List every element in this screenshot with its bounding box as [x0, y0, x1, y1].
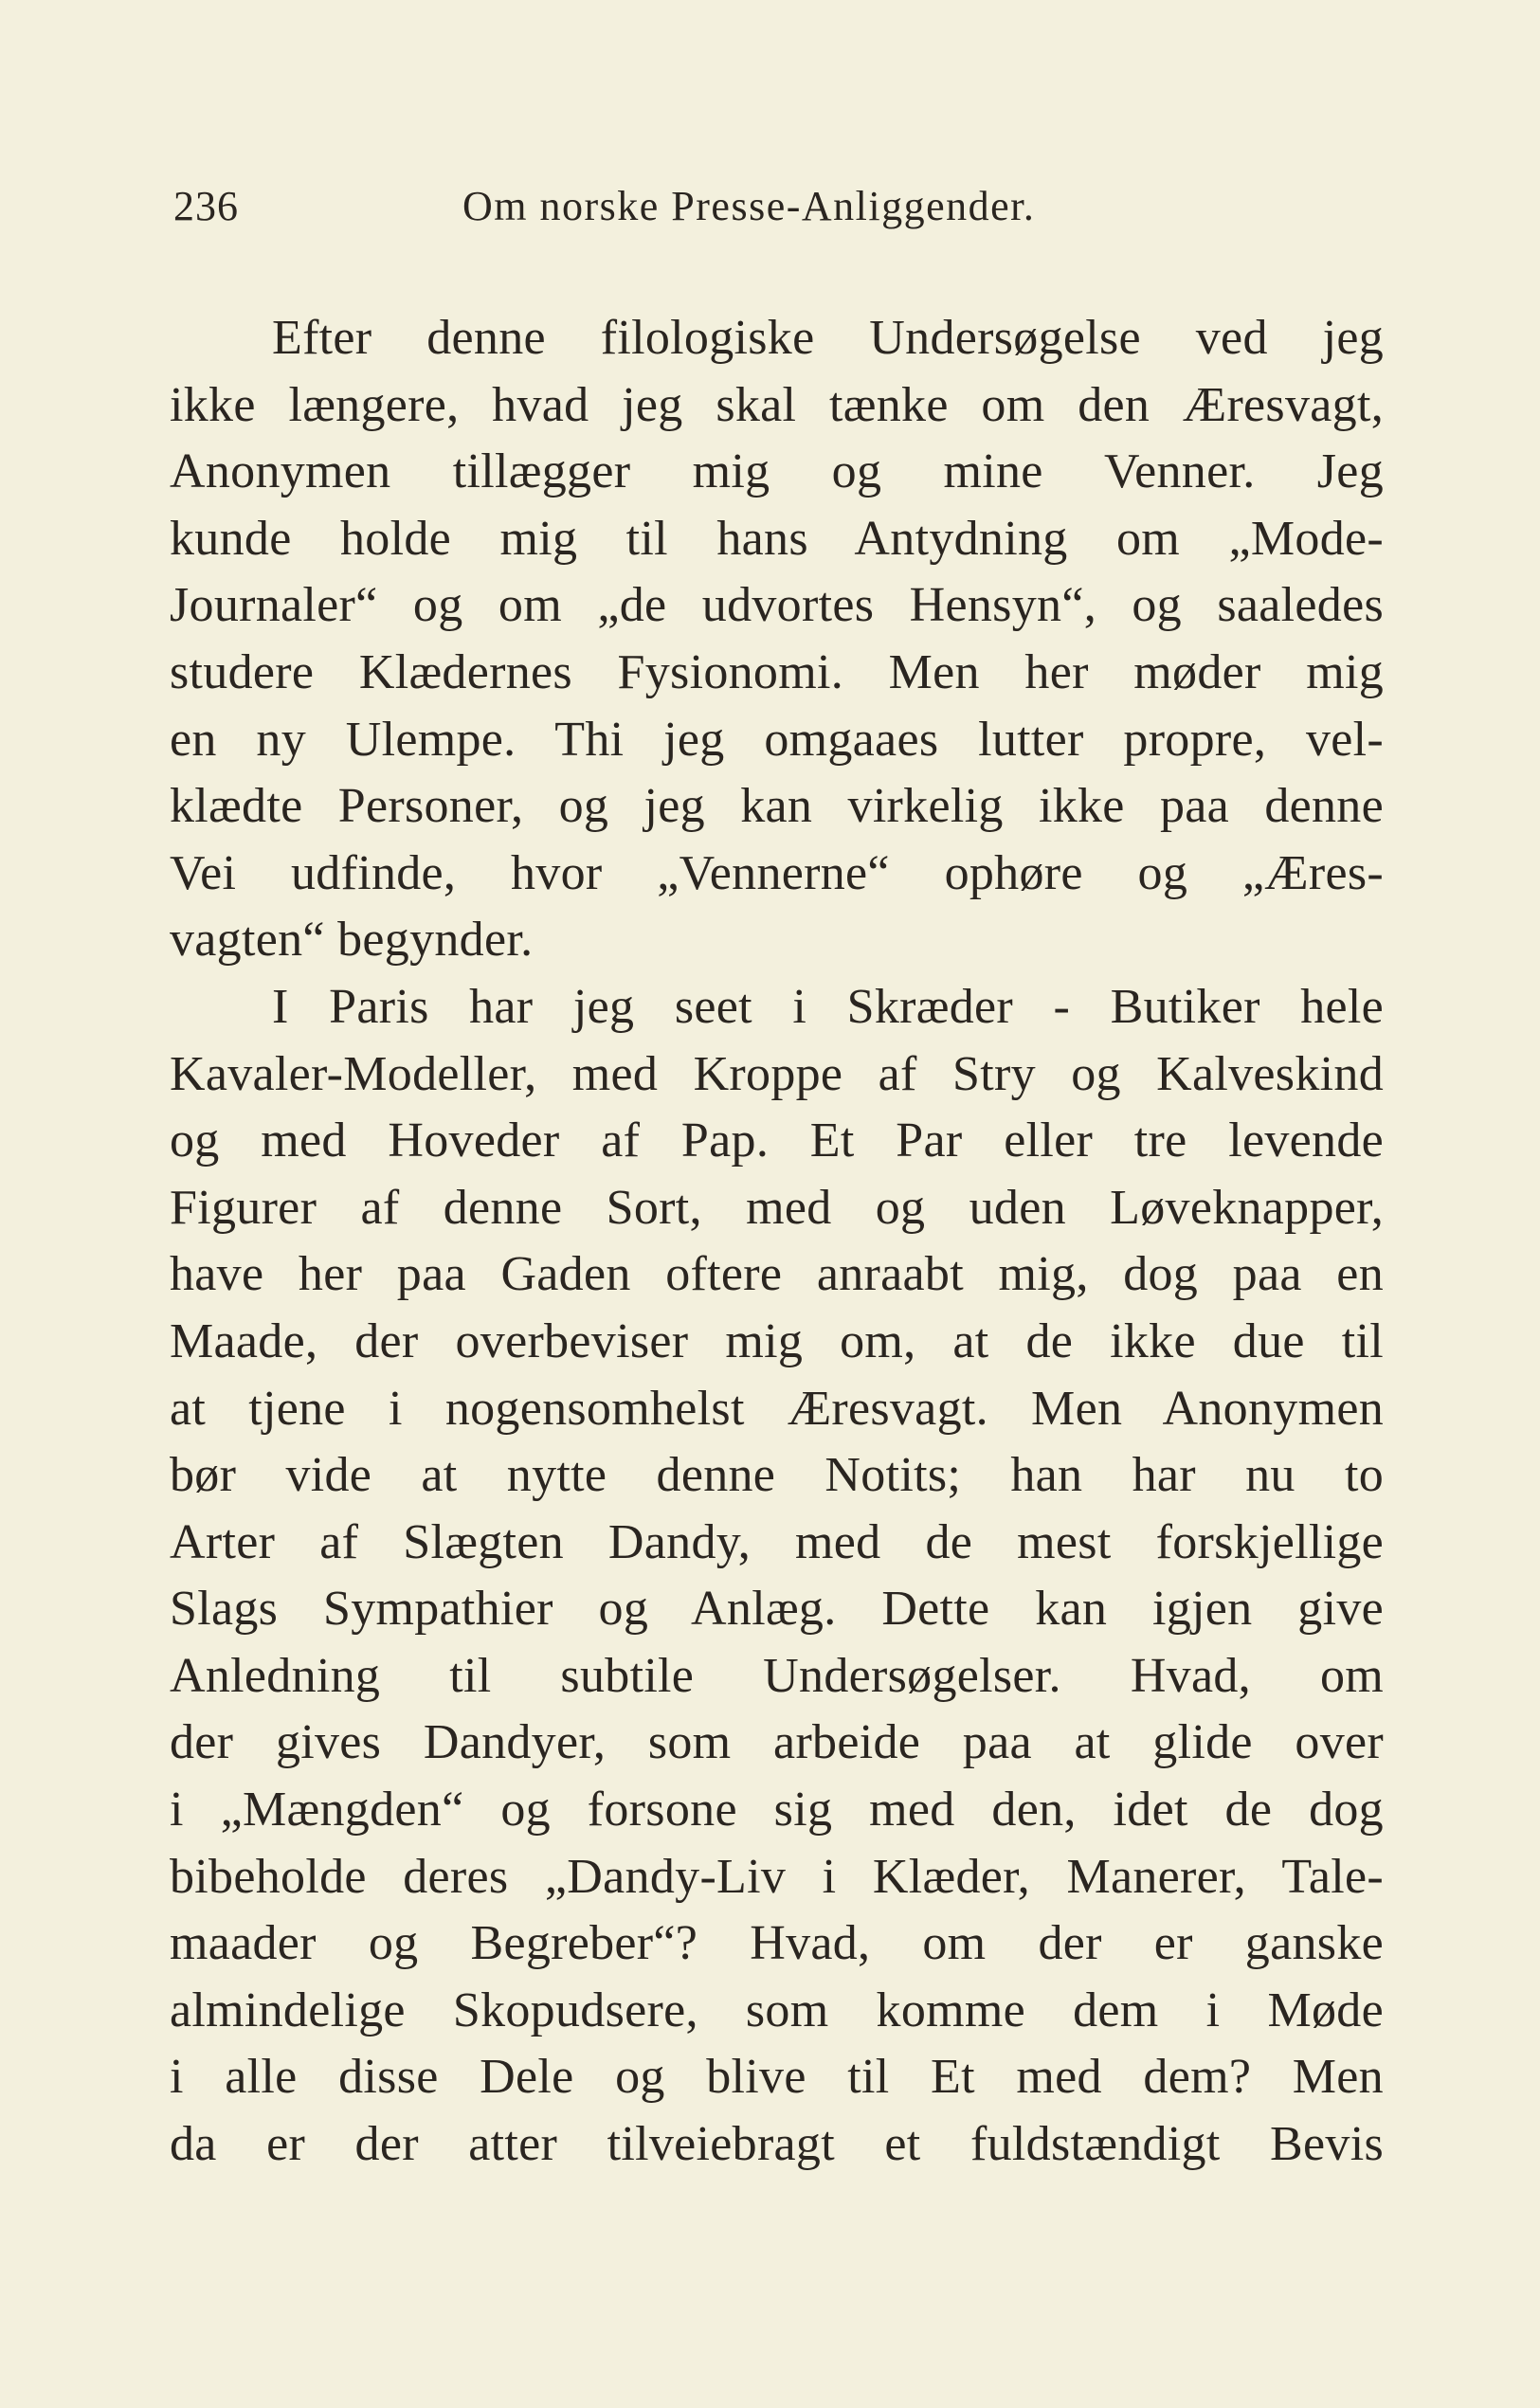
text-line: bibeholde deres „Dandy-Liv i Klæder, Manerer, Tale-: [170, 1849, 1384, 1904]
text-line: der gives Dandyer, som arbeide paa at glide over: [170, 1715, 1384, 1770]
text-line: Figurer af denne Sort, med og uden Løveknapper,: [170, 1180, 1384, 1235]
text-line: have her paa Gaden oftere anraabt mig, dog paa en: [170, 1247, 1384, 1302]
text-line: klædte Personer, og jeg kan virkelig ikke paa denne: [170, 779, 1384, 834]
text-line: at tjene i nogensomhelst Æresvagt. Men Anonymen: [170, 1381, 1384, 1436]
text-line: i „Mængden“ og forsone sig med den, idet de dog: [170, 1783, 1384, 1838]
text-line: Vei udfinde, hvor „Vennerne“ ophøre og „Æres-: [170, 845, 1384, 900]
text-line: Slags Sympathier og Anlæg. Dette kan igjen give: [170, 1582, 1384, 1637]
text-line: bør vide at nytte denne Notits; han har nu to: [170, 1448, 1384, 1503]
text-line: ikke længere, hvad jeg skal tænke om den Æresvagt,: [170, 377, 1384, 432]
page-header: [173, 178, 1380, 235]
text-line: Kavaler-Modeller, med Kroppe af Stry og Kalveskind: [170, 1046, 1384, 1101]
text-line: Efter denne filologiske Undersøgelse ved jeg: [272, 311, 1384, 365]
text-line: Maade, der overbeviser mig om, at de ikke due til: [170, 1313, 1384, 1368]
page-number: 236: [173, 183, 239, 229]
text-line: en ny Ulempe. Thi jeg omgaaes lutter propre, vel-: [170, 712, 1384, 767]
body-text: [170, 305, 1384, 2179]
text-line: studere Klædernes Fysionomi. Men her møder mig: [170, 644, 1384, 699]
running-title: Om norske Presse-Anliggender.: [462, 183, 1036, 229]
text-line: og med Hoveder af Pap. Et Par eller tre levende: [170, 1113, 1384, 1168]
text-line: I Paris har jeg seet i Skræder - Butiker hele: [272, 979, 1384, 1034]
text-line: vagten“ begynder.: [170, 913, 534, 968]
text-line: Journaler“ og om „de udvortes Hensyn“, og saaledes: [170, 578, 1384, 633]
text-line: da er der atter tilveiebragt et fuldstændigt Bevis: [170, 2117, 1384, 2172]
text-line: Arter af Slægten Dandy, med de mest forskjellige: [170, 1514, 1384, 1569]
text-line: Anledning til subtile Undersøgelser. Hvad, om: [170, 1648, 1384, 1703]
text-line: almindelige Skopudsere, som komme dem i Møde: [170, 1983, 1384, 2037]
text-line: kunde holde mig til hans Antydning om „Mode-: [170, 511, 1384, 566]
text-line: Anonymen tillægger mig og mine Venner. Jeg: [170, 444, 1384, 499]
text-line: maader og Begreber“? Hvad, om der er ganske: [170, 1916, 1384, 1971]
text-line: i alle disse Dele og blive til Et med dem? Men: [170, 2050, 1384, 2105]
